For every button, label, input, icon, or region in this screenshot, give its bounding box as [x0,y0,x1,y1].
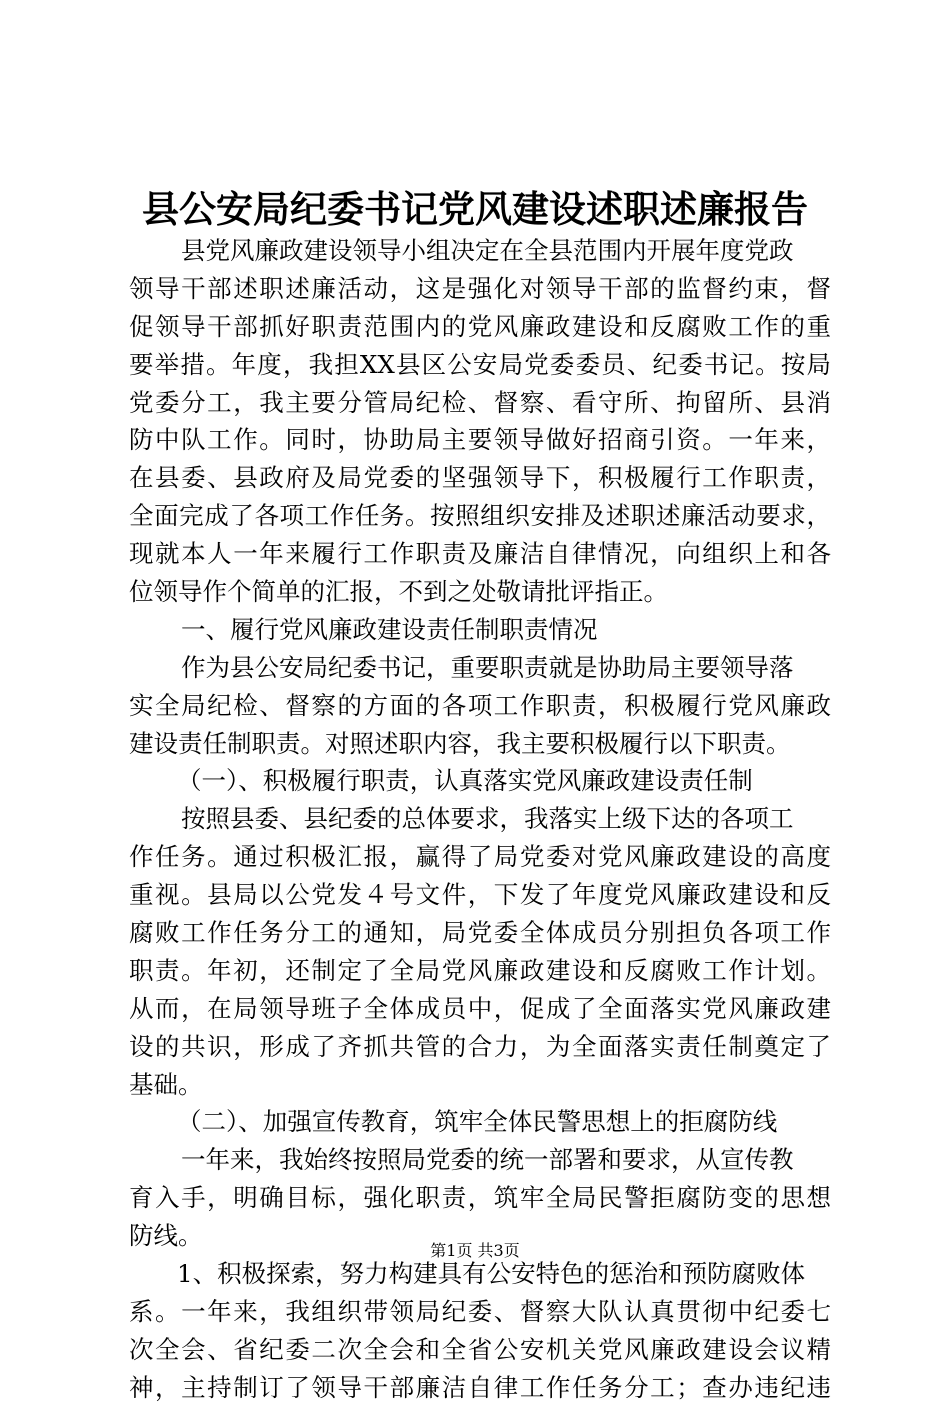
paragraph-line: 职责。年初，还制定了全局党风廉政建设和反腐败工作计划。 [129,955,831,985]
paragraph-line: 领导干部述职述廉活动，这是强化对领导干部的监督约束，督 [129,273,831,303]
paragraph-line: 位领导作个简单的汇报，不到之处敬请批评指正。 [129,577,668,607]
paragraph-line: 腐败工作任务分工的通知，局党委全体成员分别担负各项工作 [129,918,831,948]
paragraph-line: 作任务。通过积极汇报，赢得了局党委对党风廉政建设的高度 [129,842,831,872]
paragraph-line: 全面完成了各项工作任务。按照组织安排及述职述廉活动要求， [129,501,831,531]
paragraph-line: 重视。县局以公党发４号文件，下发了年度党风廉政建设和反 [129,880,831,910]
paragraph-line: 县党风廉政建设领导小组决定在全县范围内开展年度党政 [181,236,794,265]
paragraph-line: 作为县公安局纪委书记，重要职责就是协助局主要领导落 [181,652,794,682]
paragraph-line: 按照县委、县纪委的总体要求，我落实上级下达的各项工 [181,804,794,834]
page-number-footer: 第1页 共3页 [430,1241,520,1260]
paragraph-line: 设的共识，形成了齐抓共管的合力，为全面落实责任制奠定了 [129,1031,831,1061]
paragraph-line: 实全局纪检、督察的方面的各项工作职责，积极履行党风廉政 [129,690,831,720]
subsection-heading: （二）、加强宣传教育，筑牢全体民警思想上的拒腐防线 [177,1107,778,1137]
paragraph-line: 育入手，明确目标，强化职责，筑牢全局民警拒腐防变的思想 [129,1183,831,1213]
paragraph-line: 一年来，我始终按照局党委的统一部署和要求，从宣传教 [181,1145,794,1175]
paragraph-line: 党委分工，我主要分管局纪检、督察、看守所、拘留所、县消 [129,387,831,417]
paragraph-line: 防中队工作。同时，协助局主要领导做好招商引资。一年来， [129,425,831,455]
paragraph-line: 要举措。年度，我担XX县区公安局党委委员、纪委书记。按局 [129,349,831,379]
paragraph-line: 基础。 [129,1069,203,1099]
paragraph-line: 次全会、省纪委二次全会和全省公安机关党风廉政建设会议精 [129,1334,831,1364]
document-body [129,232,831,1407]
paragraph-line: 从而，在局领导班子全体成员中，促成了全面落实党风廉政建 [129,993,831,1023]
paragraph-line: 促领导干部抓好职责范围内的党风廉政建设和反腐败工作的重 [129,311,831,341]
paragraph-line: 神，主持制订了领导干部廉洁自律工作任务分工；查办违纪违 [129,1372,831,1402]
document-title: 县公安局纪委书记党风建设述职述廉报告 [142,187,808,231]
paragraph-line: 现就本人一年来履行工作职责及廉洁自律情况，向组织上和各 [129,539,831,569]
subsection-heading: （一）、积极履行职责，认真落实党风廉政建设责任制 [177,766,753,796]
paragraph-line: 建设责任制职责。对照述职内容，我主要积极履行以下职责。 [129,728,791,758]
section-heading: 一、履行党风廉政建设责任制职责情况 [181,614,598,644]
paragraph-line: 1、积极探索，努力构建具有公安特色的惩治和预防腐败体 [177,1259,806,1289]
paragraph-line: 在县委、县政府及局党委的坚强领导下，积极履行工作职责， [129,463,831,493]
paragraph-line: 系。一年来，我组织带领局纪委、督察大队认真贯彻中纪委七 [129,1296,831,1326]
paragraph-line: 防线。 [129,1221,203,1251]
